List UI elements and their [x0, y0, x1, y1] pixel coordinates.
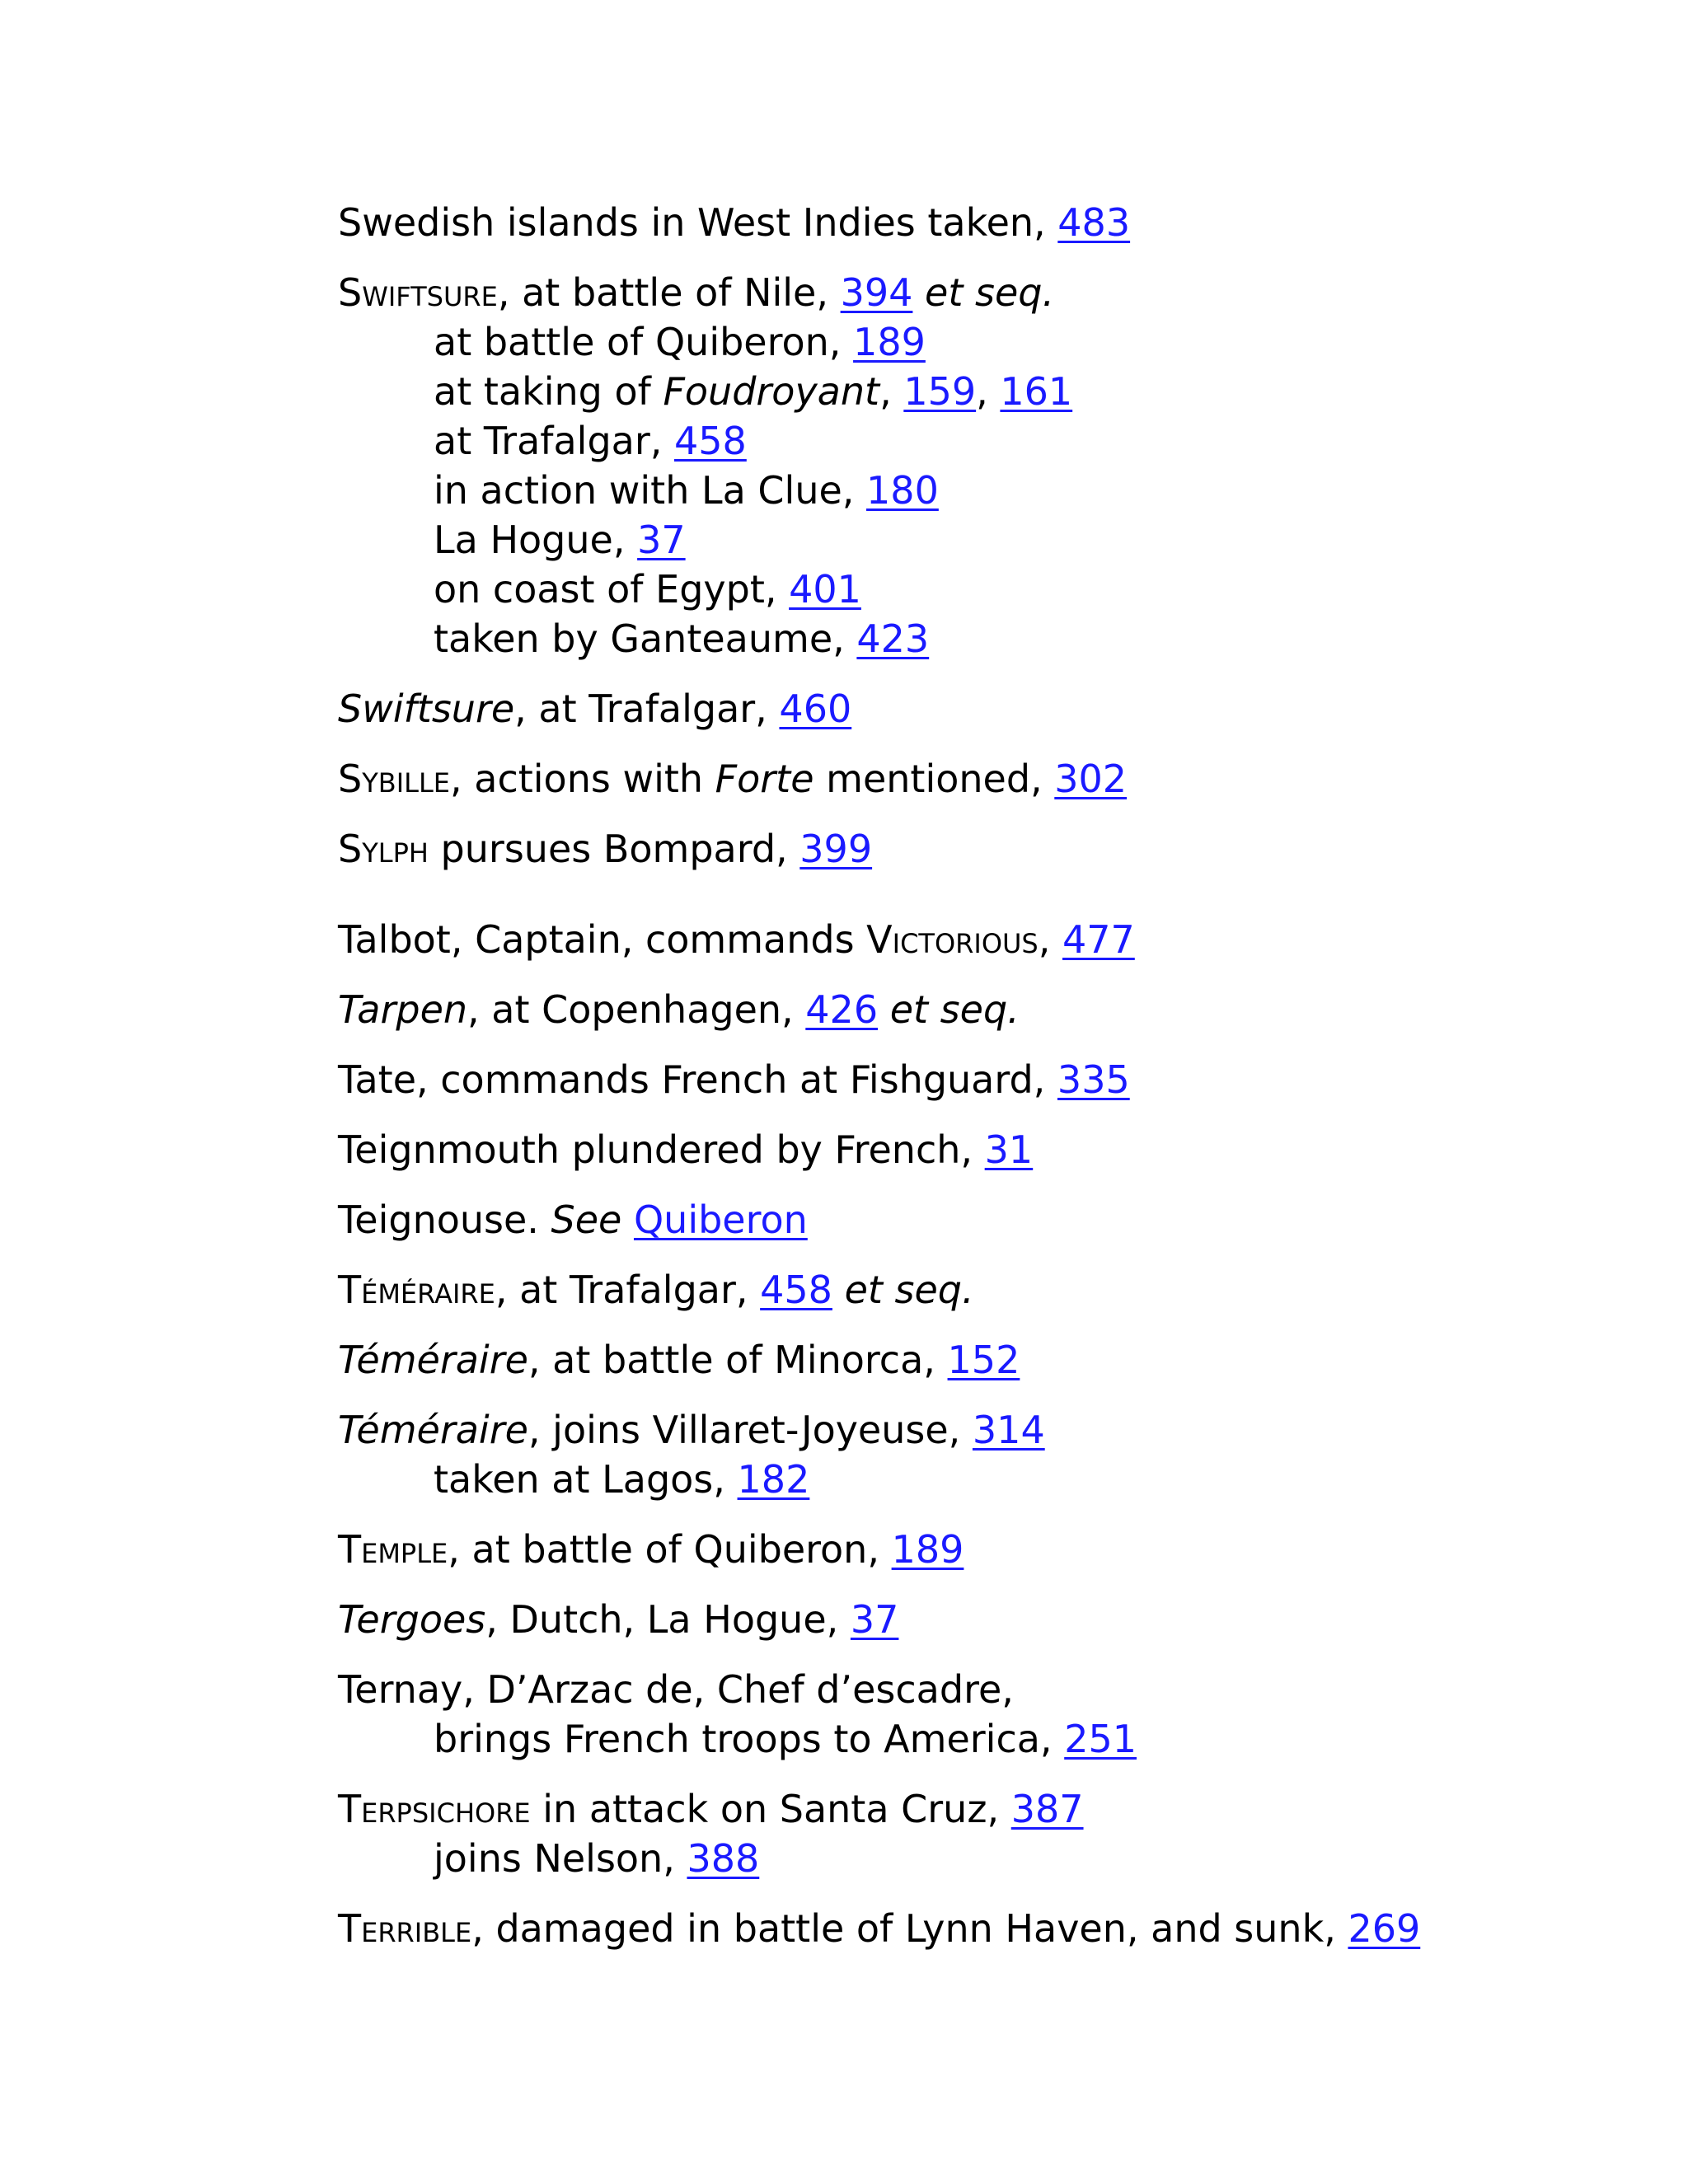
entry-heading — [338, 1595, 1624, 1644]
page-ref-link[interactable]: 394 — [840, 270, 913, 315]
page-ref-link[interactable]: 477 — [1062, 917, 1135, 962]
index-entry — [338, 1055, 1624, 1104]
entry-text: at Trafalgar, — [434, 419, 674, 463]
page-ref-link[interactable]: 426 — [805, 987, 879, 1032]
entry-text — [832, 1268, 845, 1312]
entry-text: at battle of Quiberon, — [434, 320, 854, 364]
entry-text: , — [976, 369, 1001, 414]
page-ref-link[interactable]: 251 — [1064, 1717, 1137, 1761]
index-page — [338, 198, 1624, 1974]
entry-text: Teignouse. — [338, 1197, 551, 1242]
italic-text: Tarpen — [338, 987, 468, 1032]
page-ref-link[interactable]: 189 — [853, 320, 926, 364]
sub-entry — [338, 416, 1624, 466]
page-ref-link[interactable]: Quiberon — [633, 1197, 808, 1242]
entry-heading — [338, 1125, 1624, 1174]
page-ref-link[interactable]: 401 — [789, 567, 861, 612]
page-ref-link[interactable]: 458 — [760, 1268, 832, 1312]
entry-heading — [338, 684, 1624, 733]
index-entry — [338, 1335, 1624, 1385]
page-ref-link[interactable]: 483 — [1057, 200, 1131, 245]
ship-name: Temple — [338, 1527, 448, 1572]
entry-heading — [338, 754, 1624, 804]
entry-text: , at battle of Quiberon, — [448, 1527, 892, 1572]
ship-name: Victorious — [866, 917, 1039, 962]
entry-heading — [338, 1055, 1624, 1104]
entry-text: , — [879, 369, 904, 414]
page-ref-link[interactable]: 159 — [903, 369, 977, 414]
ship-name: Téméraire — [338, 1268, 495, 1312]
entry-heading — [338, 915, 1624, 964]
italic-text: Swiftsure — [338, 687, 515, 731]
italic-text: Forte — [715, 757, 814, 801]
entry-text: , at Trafalgar, — [514, 687, 780, 731]
index-entry — [338, 1405, 1624, 1504]
ship-name: Terrible — [338, 1906, 472, 1951]
page-ref-link[interactable]: 37 — [850, 1597, 899, 1642]
index-entry — [338, 1265, 1624, 1315]
entry-text: Teignmouth plundered by French, — [338, 1127, 985, 1172]
page-ref-link[interactable]: 423 — [856, 616, 930, 661]
italic-text: Téméraire — [338, 1408, 528, 1452]
entry-text: Talbot, Captain, commands — [338, 917, 867, 962]
index-entry — [338, 1665, 1624, 1764]
index-entry — [338, 198, 1624, 247]
page-ref-link[interactable]: 189 — [891, 1527, 964, 1572]
page-ref-link[interactable]: 182 — [737, 1457, 810, 1502]
entry-text: joins Nelson, — [434, 1836, 687, 1881]
entry-text: , at battle of Minorca, — [528, 1338, 948, 1382]
entry-text: at taking of — [434, 369, 663, 414]
page-ref-link[interactable]: 269 — [1348, 1906, 1421, 1951]
sub-entry — [338, 565, 1624, 614]
sub-entry — [338, 1455, 1624, 1504]
entry-text: , joins Villaret-Joyeuse, — [528, 1408, 973, 1452]
page-ref-link[interactable]: 314 — [972, 1408, 1045, 1452]
entry-text: taken by Ganteaume, — [434, 616, 857, 661]
page-ref-link[interactable]: 37 — [637, 518, 686, 562]
sub-entry — [338, 317, 1624, 367]
index-entry — [338, 1784, 1624, 1883]
entry-text: , at Copenhagen, — [467, 987, 806, 1032]
sub-entry — [338, 466, 1624, 515]
index-entry — [338, 268, 1624, 663]
index-entry — [338, 915, 1624, 964]
index-entry — [338, 1525, 1624, 1574]
entry-text: in attack on Santa Cruz, — [530, 1787, 1011, 1831]
entry-heading — [338, 985, 1624, 1034]
italic-text: et seq. — [889, 987, 1020, 1032]
entry-text: , Dutch, La Hogue, — [485, 1597, 851, 1642]
index-entry — [338, 985, 1624, 1034]
italic-text: et seq. — [925, 270, 1055, 315]
entry-heading — [338, 1195, 1624, 1244]
entry-heading — [338, 1904, 1624, 1953]
ship-name: Sylph — [338, 827, 429, 871]
ship-name: Sybille — [338, 757, 451, 801]
index-entry — [338, 824, 1624, 874]
entry-heading — [338, 1265, 1624, 1315]
entry-text: pursues Bompard, — [428, 827, 800, 871]
page-ref-link[interactable]: 458 — [674, 419, 747, 463]
sub-entry — [338, 614, 1624, 663]
entry-text: on coast of Egypt, — [434, 567, 790, 612]
italic-text: Téméraire — [338, 1338, 528, 1382]
entry-heading — [338, 1335, 1624, 1385]
entry-text: , damaged in battle of Lynn Haven, and sunk, — [471, 1906, 1348, 1951]
entry-text: Swedish islands in West Indies taken, — [338, 200, 1058, 245]
page-ref-link[interactable]: 399 — [799, 827, 873, 871]
entry-text: taken at Lagos, — [434, 1457, 738, 1502]
entry-text: , actions with — [450, 757, 715, 801]
page-ref-link[interactable]: 31 — [984, 1127, 1034, 1172]
entry-heading — [338, 1665, 1624, 1714]
entry-text — [621, 1197, 634, 1242]
index-entry — [338, 1904, 1624, 1953]
entry-text: mentioned, — [814, 757, 1055, 801]
index-entry — [338, 754, 1624, 804]
index-entry — [338, 1125, 1624, 1174]
page-ref-link[interactable]: 161 — [1000, 369, 1073, 414]
entry-text: , — [1038, 917, 1062, 962]
ship-name: Swiftsure — [338, 270, 498, 315]
entry-heading — [338, 1525, 1624, 1574]
page-ref-link[interactable]: 460 — [779, 687, 852, 731]
page-ref-link[interactable]: 180 — [866, 468, 939, 513]
entry-text: , at Trafalgar, — [495, 1268, 761, 1312]
page-ref-link[interactable]: 387 — [1010, 1787, 1084, 1831]
entry-text — [912, 270, 925, 315]
sub-entry — [338, 515, 1624, 565]
entry-text: brings French troops to America, — [434, 1717, 1065, 1761]
page-ref-link[interactable]: 152 — [947, 1338, 1020, 1382]
entry-text: Ternay, D’Arzac de, Chef d’escadre, — [338, 1667, 1014, 1712]
sub-entry — [338, 1834, 1624, 1883]
index-entry — [338, 1195, 1624, 1244]
entry-heading — [338, 1405, 1624, 1455]
entry-text: Tate, commands French at Fishguard, — [338, 1057, 1057, 1102]
italic-text: Tergoes — [338, 1597, 486, 1642]
sub-entry — [338, 367, 1624, 416]
entry-text: in action with La Clue, — [434, 468, 867, 513]
index-entry — [338, 684, 1624, 733]
entry-text: La Hogue, — [434, 518, 638, 562]
ship-name: Terpsichore — [338, 1787, 531, 1831]
page-ref-link[interactable]: 388 — [687, 1836, 760, 1881]
page-ref-link[interactable]: 335 — [1057, 1057, 1130, 1102]
index-entry — [338, 1595, 1624, 1644]
entry-heading — [338, 268, 1624, 317]
italic-text: See — [551, 1197, 622, 1242]
entry-heading — [338, 198, 1624, 247]
sub-entry — [338, 1714, 1624, 1764]
page-ref-link[interactable]: 302 — [1054, 757, 1128, 801]
entry-heading — [338, 824, 1624, 874]
italic-text: et seq. — [844, 1268, 974, 1312]
entry-text: , at battle of Nile, — [497, 270, 841, 315]
entry-text — [878, 987, 890, 1032]
entry-heading — [338, 1784, 1624, 1834]
italic-text: Foudroyant — [663, 369, 880, 414]
